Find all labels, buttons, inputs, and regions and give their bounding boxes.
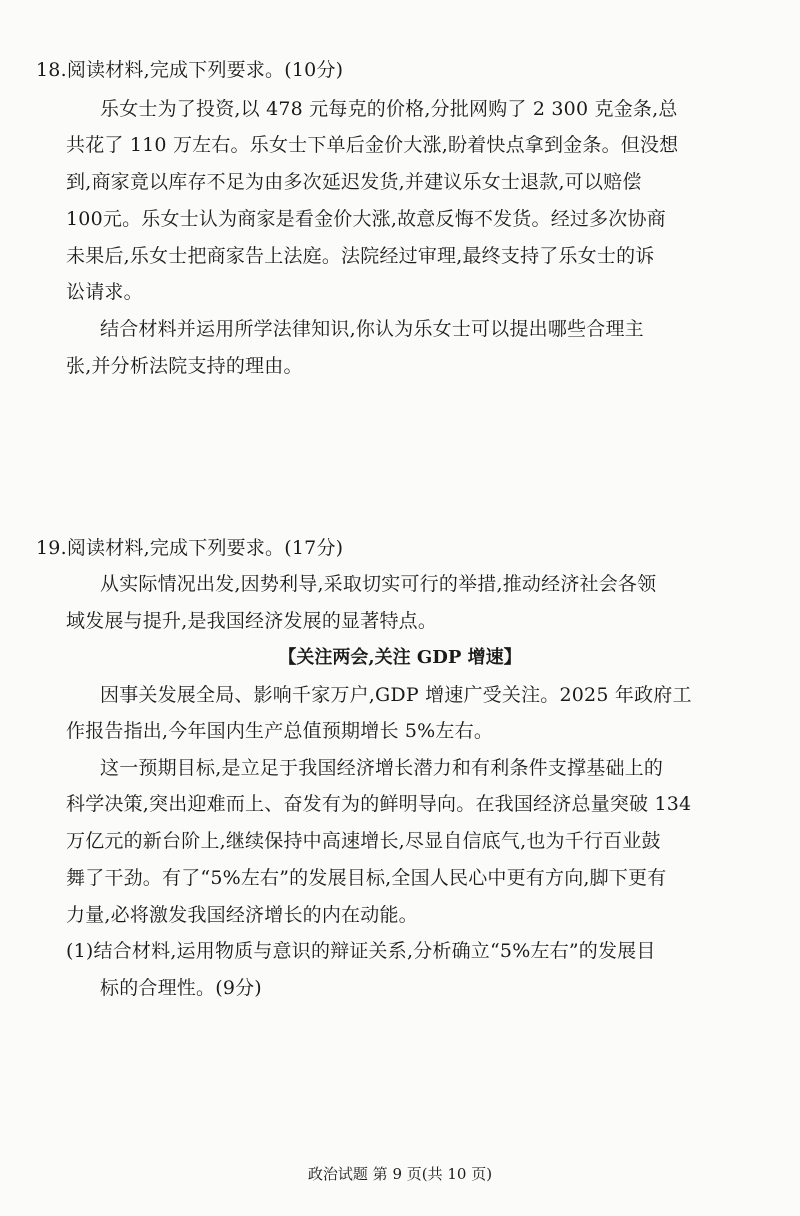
q18-para1-line: 到,商家竟以库存不足为由多次延迟发货,并建议乐女士退款,可以赔偿 (66, 171, 642, 193)
q19-para2-line: 力量,必将激发我国经济增长的内在动能。 (66, 904, 418, 926)
q19-para1-line: 因事关发展全局、影响千家万户,GDP 增速广受关注。2025 年政府工 (100, 684, 692, 706)
q18-para2-line: 结合材料并运用所学法律知识,你认为乐女士可以提出哪些合理主 (100, 318, 644, 340)
q19-title: 19.阅读材料,完成下列要求。(17分) (36, 537, 344, 559)
q19-para2-line: 科学决策,突出迎难而上、奋发有为的鲜明导向。在我国经济总量突破 134 (66, 793, 692, 815)
page-footer: 政治试题 第 9 页(共 10 页) (307, 1165, 493, 1183)
q19-para2-line: 舞了干劲。有了“5%左右”的发展目标,全国人民心中更有方向,脚下更有 (66, 867, 667, 889)
q18-para1-line: 共花了 110 万左右。乐女士下单后金价大涨,盼着快点拿到金条。但没想 (66, 134, 679, 156)
q18-para1-line: 100元。乐女士认为商家是看金价大涨,故意反悔不发货。经过多次协商 (66, 208, 666, 230)
q19-para2-line: 万亿元的新台阶上,继续保持中高速增长,尽显自信底气,也为千行百业鼓 (66, 830, 661, 852)
q19-intro-line: 从实际情况出发,因势利导,采取切实可行的举措,推动经济社会各领 (100, 573, 657, 595)
q18-para2-line: 张,并分析法院支持的理由。 (66, 355, 303, 377)
q19-para2-line: 这一预期目标,是立足于我国经济增长潜力和有利条件支撑基础上的 (100, 757, 664, 779)
q19-para1-line: 作报告指出,今年国内生产总值预期增长 5%左右。 (66, 720, 494, 742)
q18-para1-line: 乐女士为了投资,以 478 元每克的价格,分批网购了 2 300 克金条,总 (100, 98, 678, 120)
q19-sub1-line: (1)结合材料,运用物质与意识的辩证关系,分析确立“5%左右”的发展目 (66, 940, 656, 962)
q19-section-heading: 【关注两会,关注 GDP 增速】 (278, 647, 522, 668)
q19-intro-line: 域发展与提升,是我国经济发展的显著特点。 (66, 610, 438, 632)
q18-para1-line: 未果后,乐女士把商家告上法庭。法院经过审理,最终支持了乐女士的诉 (66, 245, 655, 267)
q19-sub1-line: 标的合理性。(9分) (100, 977, 262, 999)
q18-para1-line: 讼请求。 (66, 281, 143, 303)
q18-title: 18.阅读材料,完成下列要求。(10分) (36, 59, 344, 81)
